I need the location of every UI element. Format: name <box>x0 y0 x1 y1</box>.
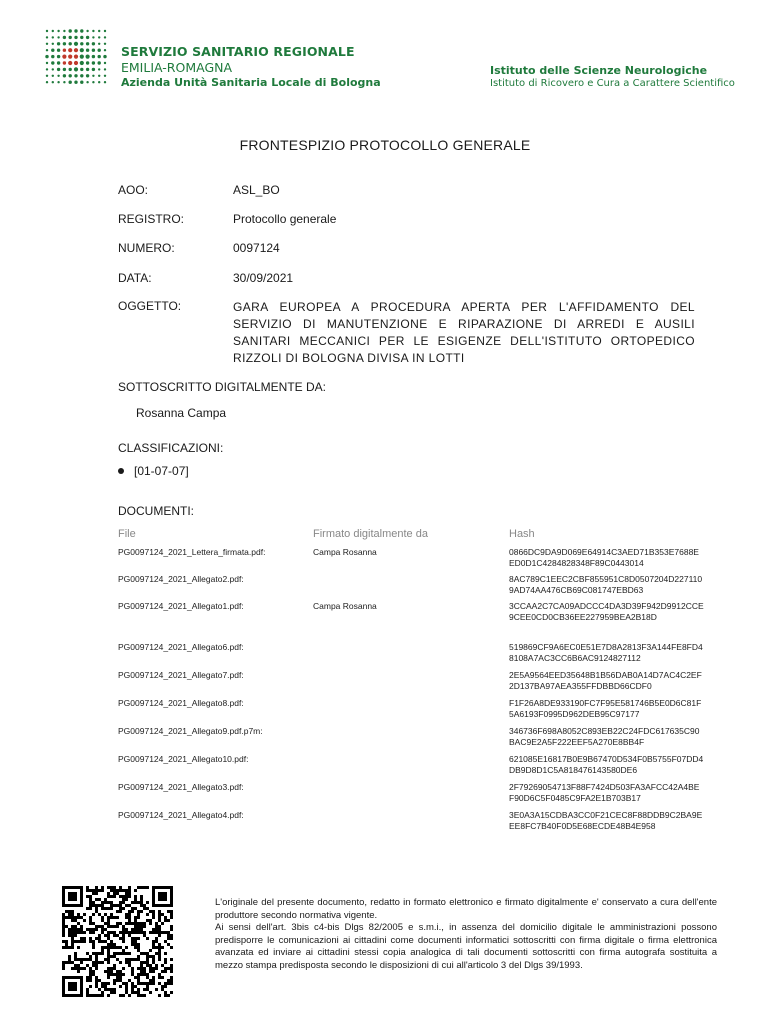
document-file-name: PG0097124_2021_Allegato2.pdf: <box>118 574 244 584</box>
document-hash: F1F26A8DE933190FC7F95E581746B5E0D6C81F5A6193F0995D962DEB95C97177 <box>509 698 702 719</box>
document-signed-by: Campa Rosanna <box>313 547 377 557</box>
document-file-name: PG0097124_2021_Lettera_firmata.pdf: <box>118 547 266 557</box>
field-data-value: 30/09/2021 <box>233 271 294 285</box>
document-file-name: PG0097124_2021_Allegato10.pdf: <box>118 754 249 764</box>
column-header-hash: Hash <box>509 528 535 540</box>
document-file-name: PG0097124_2021_Allegato1.pdf: <box>118 601 244 611</box>
document-hash: 2F79269054713F88F7424D503FA3AFCC42A4BEF90D6C5F0485C9FA2E1B703B17 <box>509 782 700 803</box>
classification-item <box>118 464 189 478</box>
document-hash: 3CCAA2C7CA09ADCCC4DA3D39F942D9912CCE9CEE0CD0CB36EE227959BEA2B18D <box>509 601 704 622</box>
document-hash: 346736F698A8052C893EB22C24FDC617635C90BAC9E2A5F222EEF5A270E8BB4F <box>509 726 700 747</box>
field-registro-label: REGISTRO: <box>118 212 185 226</box>
field-numero-value: 0097124 <box>233 241 280 255</box>
footer-paragraph-1: L'originale del presente documento, redatto in formato elettronico e firmato digitalmente e' conservato a cura dell'ente produttore secondo normativa vigente. <box>215 897 717 921</box>
document-file-name: PG0097124_2021_Allegato7.pdf: <box>118 670 244 680</box>
field-numero-label: NUMERO: <box>118 241 175 255</box>
documents-label: DOCUMENTI: <box>118 504 194 518</box>
regional-logo-icon <box>44 28 108 86</box>
legal-footer <box>215 897 717 972</box>
org-name-line2: EMILIA-ROMAGNA <box>121 60 233 75</box>
institute-name: Istituto delle Scienze Neurologiche <box>490 64 708 77</box>
classifications-label: CLASSIFICAZIONI: <box>118 441 224 455</box>
document-file-name: PG0097124_2021_Allegato3.pdf: <box>118 782 244 792</box>
field-oggetto-value: GARA EUROPEA A PROCEDURA APERTA PER L'AFFIDAMENTO DEL SERVIZIO DI MANUTENZIONE E RIPARAZIONE DI ARREDI E AUSILI SANITARI MECCANICI PER LE ESIGENZE DELL'ISTITUTO ORTOPEDICO RIZZOLI DI BOLOGNA DIVISA IN LOTTI <box>233 300 695 365</box>
qr-code-icon <box>60 885 178 997</box>
document-file-name: PG0097124_2021_Allegato8.pdf: <box>118 698 244 708</box>
document-file-name: PG0097124_2021_Allegato9.pdf.p7m: <box>118 726 263 736</box>
document-file-name: PG0097124_2021_Allegato4.pdf: <box>118 810 244 820</box>
organization-header <box>121 44 381 89</box>
footer-paragraph-2: Ai sensi dell'art. 3bis c4-bis Dlgs 82/2005 e s.m.i., in assenza del domicilio digitale le amministrazioni possono predisporre le comunicazioni ai cittadini come documenti informatici sottoscritti con firma digitale o firma elettronica avanzata ed inviare ai cittadini stessi copia analogica di tali documenti sottoscritti con firma autografa sostituita a mezzo stampa predisposta secondo le disposizioni di cui all'articolo 3 del Dlgs 39/1993. <box>215 922 717 971</box>
field-data-label: DATA: <box>118 271 152 285</box>
field-registro-value: Protocollo generale <box>233 212 337 226</box>
document-hash: 519869CF9A6EC0E51E7D8A2813F3A144FE8FD48108A7AC3CC6B6AC9124827112 <box>509 642 703 663</box>
classification-code: [01-07-07] <box>134 464 189 478</box>
field-aoo-value: ASL_BO <box>233 183 280 197</box>
signed-section-label: SOTTOSCRITTO DIGITALMENTE DA: <box>118 380 327 394</box>
document-hash: 8AC789C1EEC2CBF855951C8D0507204D2271109AD74AA476CB69C081747EBD63 <box>509 574 703 595</box>
signer-name: Rosanna Campa <box>136 406 227 420</box>
document-hash: 3E0A3A15CDBA3CC0F21CEC8F88DDB9C2BA9EEE8FC7B40F0D5E68ECDE48B4E958 <box>509 810 703 831</box>
field-oggetto-label: OGGETTO: <box>118 299 182 313</box>
bullet-icon <box>118 468 124 474</box>
org-name-line3: Azienda Unità Sanitaria Locale di Bologna <box>121 76 381 89</box>
document-hash: 621085E16817B0E9B67470D534F0B5755F07DD4DB9D8D1C5A818476143580DE6 <box>509 754 704 775</box>
document-file-name: PG0097124_2021_Allegato6.pdf: <box>118 642 244 652</box>
field-aoo-label: AOO: <box>118 183 149 197</box>
institute-header <box>490 64 735 89</box>
org-name-line1: SERVIZIO SANITARIO REGIONALE <box>121 44 355 59</box>
page-title: FRONTESPIZIO PROTOCOLLO GENERALE <box>239 137 531 153</box>
institute-subtitle: Istituto di Ricovero e Cura a Carattere Scientifico <box>490 78 735 89</box>
column-header-file: File <box>118 528 136 540</box>
document-hash: 0866DC9DA9D069E64914C3AED71B353E7688EED0D1C4284828348F89C0443014 <box>509 547 699 568</box>
document-signed-by: Campa Rosanna <box>313 601 377 611</box>
document-hash: 2E5A9564EED35648B1B56DAB0A14D7AC4C2EF2D137BA97AEA355FFDBBD66CDF0 <box>509 670 702 691</box>
column-header-signed-by: Firmato digitalmente da <box>313 528 428 540</box>
